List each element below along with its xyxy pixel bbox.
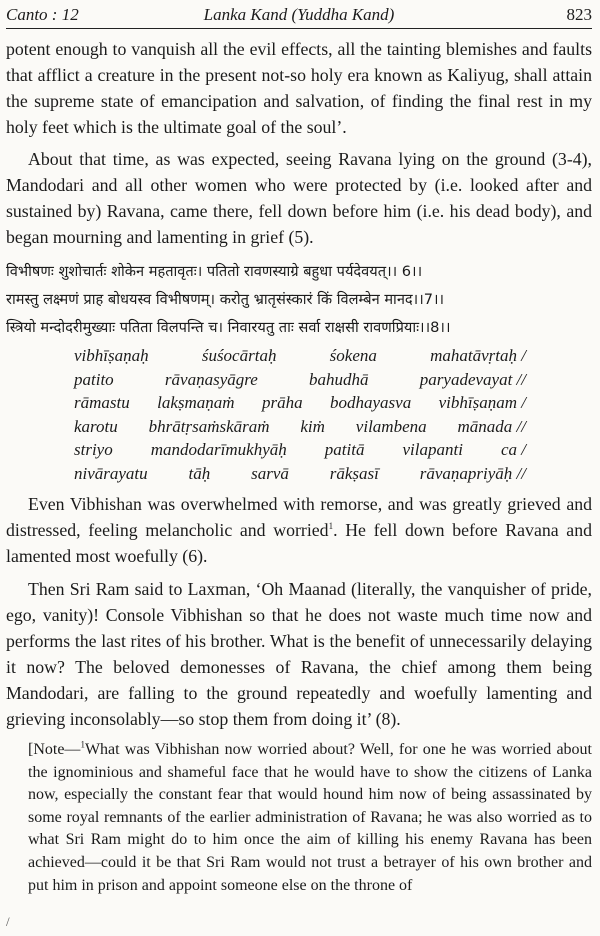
transliteration-word: patitā <box>324 440 365 459</box>
transliteration-word: rāvaṇasyāgre <box>164 369 258 389</box>
transliteration-word: sarvā <box>251 463 289 483</box>
transliteration-word: mānada // <box>457 416 526 436</box>
transliteration-word: vilambena <box>355 416 427 436</box>
transliteration-word: kiṁ <box>300 416 325 436</box>
page-body <box>6 36 592 897</box>
footnote-marker: 1 <box>328 521 334 532</box>
transliteration-word: striyo <box>74 440 113 459</box>
paragraph: About that time, as was expected, seeing Ravana lying on the ground (3-4), Mandodari and all other women who were protected by (i.e. looked after and sustained by) Ravana, came there, fell down before him (i.e. his dead body), and began mourning and lamenting in grief (5). <box>6 149 592 247</box>
transliteration-word: bhrātṛsaṁskāraṁ <box>148 416 270 436</box>
transliteration-word: vibhīṣaṇam / <box>438 393 526 412</box>
paragraph: Then Sri Ram said to Laxman, ‘Oh Maanad (literally, the vanquisher of pride, ego, vanity)! Console Vibhishan so that he does not waste much time now and performs the last rites of his brother. What is the benefit of unnecessarily delaying it now? The beloved demonesses of Ravana, the chief among them being Mandodari, are falling to the ground repeatedly and woefully lamenting and grieving inconsolably—so stop them from doing it’ (8). <box>6 579 592 729</box>
text: Even Vibhishan was overwhelmed with remorse, and was greatly grieved and distressed, feeling melancholic and worried <box>6 494 592 540</box>
transliteration-line <box>74 438 526 462</box>
canto-label: Canto : 12 <box>6 5 79 24</box>
sanskrit-verses <box>6 258 592 342</box>
transliteration-word: ca / <box>500 440 526 459</box>
devanagari-line: रामस्तु लक्ष्मणं प्राह बोधयस्व विभीषणम्। करोतु भ्रातृसंस्कारं किं विलम्बेन मानद।।7।। <box>6 291 445 308</box>
transliteration-word: karotu <box>74 416 118 436</box>
transliteration-word: nivārayatu <box>74 463 148 483</box>
transliteration-word: patito <box>74 369 114 389</box>
devanagari-line: स्त्रियो मन्दोदरीमुख्याः पतिता विलपन्ति च। निवारयतु ताः सर्वा राक्षसी रावणप्रियाः।।8।। <box>6 319 451 336</box>
transliteration-word: prāha <box>261 393 303 412</box>
transliteration-word: rākṣasī <box>329 463 379 483</box>
transliteration-line <box>74 391 526 415</box>
pencil-mark: / <box>6 914 10 929</box>
transliteration-word: śokena <box>329 346 377 365</box>
footnote-marker: 1 <box>80 739 85 750</box>
page-number: 823 <box>566 5 592 24</box>
transliteration-word: bodhayasva <box>329 393 412 412</box>
transliteration-line <box>74 415 526 439</box>
footnote <box>28 739 592 897</box>
transliteration-line <box>74 344 526 368</box>
note-prefix: [Note— <box>28 741 81 758</box>
transliteration-word: rāvaṇapriyāḥ // <box>419 463 526 483</box>
running-title: Lanka Kand (Yuddha Kand) <box>203 5 395 24</box>
transliteration-line <box>74 368 526 392</box>
transliteration-line <box>74 462 526 486</box>
transliteration-word: vibhīṣaṇaḥ <box>74 346 149 365</box>
note-text: What was Vibhishan now worried about? Well, for one he was worried about the ignominious and shameful face that he would have to show the citizens of Lanka now, especially the constant fear that would hound him now of being assassinated by some royal remnants of the earlier administration of Ravana; he was also worried as to what Sri Ram might do to him once the aim of killing his enemy Ravana has been achieved—could it be that Sri Ram would not trust a betrayer of his own brother and put him in prison and appoint someone else on the throne of <box>28 741 592 894</box>
paragraph <box>6 491 592 569</box>
transliteration-word: mandodarīmukhyāḥ <box>150 440 287 459</box>
page-header <box>6 4 592 29</box>
transliteration-block <box>74 344 526 485</box>
transliteration-word: tāḥ <box>188 463 211 483</box>
transliteration-word: rāmastu <box>74 393 130 412</box>
transliteration-word: śuśocārtaḥ <box>201 346 277 365</box>
transliteration-word: paryadevayat // <box>419 369 526 389</box>
transliteration-word: bahudhā <box>309 369 369 389</box>
text: . He fell down before Ravana and lamented most woefully (6). <box>6 520 592 566</box>
devanagari-line: विभीषणः शुशोचार्तः शोकेन महतावृतः। पतितो रावणस्याग्रे बहुधा पर्यदेवयत्।। 6।। <box>6 263 423 280</box>
paragraph: potent enough to vanquish all the evil effects, all the tainting blemishes and faults that afflict a creature in the present not-so holy era known as Kaliyug, shall attain the supreme state of emancipation and salvation, of finding the final rest in my holy feet which is the ultimate goal of the soul’. <box>6 39 592 137</box>
transliteration-word: vilapanti <box>402 440 463 459</box>
transliteration-word: mahatāvṛtaḥ / <box>430 346 526 365</box>
transliteration-word: lakṣmaṇaṁ <box>157 393 235 412</box>
